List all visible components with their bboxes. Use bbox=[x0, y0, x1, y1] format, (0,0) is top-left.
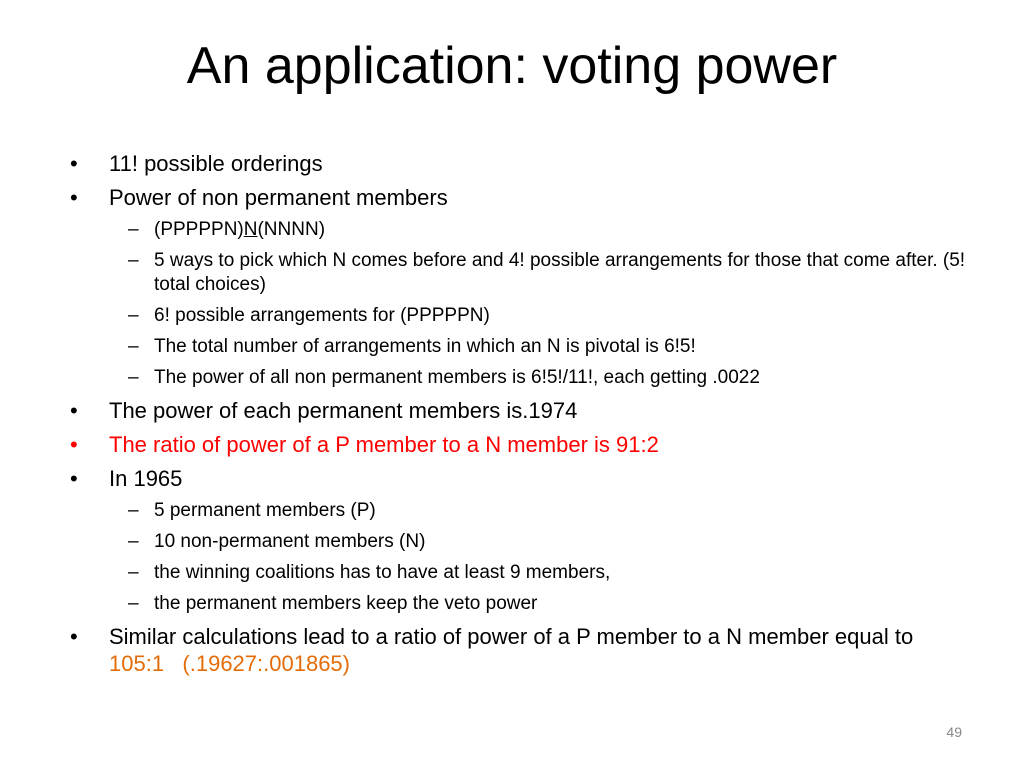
sub-bullet-ways bbox=[70, 249, 970, 297]
bullet-icon: • bbox=[70, 624, 78, 649]
sub-bullet-veto bbox=[70, 592, 970, 616]
bullet-orderings bbox=[70, 150, 970, 177]
sub-bullet-permanent-count bbox=[70, 499, 970, 523]
power-values: (.19627:.001865) bbox=[182, 651, 350, 676]
sub-bullet-coalition-size bbox=[70, 561, 970, 585]
sub-bullet-nonpermanent-count bbox=[70, 530, 970, 554]
dash-icon: – bbox=[128, 593, 139, 614]
sub-bullet-text: 10 non-permanent members (N) bbox=[154, 531, 426, 552]
bullet-text: 11! possible orderings bbox=[109, 151, 323, 176]
sub-bullet-text: the permanent members keep the veto power bbox=[154, 593, 538, 614]
page-number: 49 bbox=[946, 724, 962, 740]
sub-bullet-text: 5 ways to pick which N comes before and 4! possible arrangements for those that come after. (5! total choices) bbox=[154, 250, 966, 295]
bullet-text: In 1965 bbox=[109, 466, 183, 491]
bullet-icon: • bbox=[70, 466, 78, 491]
sub-bullet-pivotal-total bbox=[70, 335, 970, 359]
slide-body bbox=[70, 150, 970, 684]
bullet-similar-calculations bbox=[70, 623, 970, 677]
dash-icon: – bbox=[128, 500, 139, 521]
bullet-icon: • bbox=[70, 398, 78, 423]
bullet-text: The power of each permanent members is.1974 bbox=[109, 398, 578, 423]
sub-bullet-text: The total number of arrangements in which an N is pivotal is 6!5! bbox=[154, 336, 696, 357]
pattern-pivot: N bbox=[243, 219, 258, 240]
dash-icon: – bbox=[128, 250, 139, 271]
ratio-value: 105:1 bbox=[109, 651, 165, 676]
bullet-permanent-power bbox=[70, 397, 970, 424]
sub-bullet-text: The power of all non permanent members is 6!5!/11!, each getting .0022 bbox=[154, 367, 760, 388]
bullet-text: The ratio of power of a P member to a N member is 91:2 bbox=[109, 432, 659, 457]
slide-title: An application: voting power bbox=[186, 37, 838, 95]
sub-bullet-text: 5 permanent members (P) bbox=[154, 500, 376, 521]
dash-icon: – bbox=[128, 305, 139, 326]
dash-icon: – bbox=[128, 367, 139, 388]
sub-bullet-nonpermanent-share bbox=[70, 366, 970, 390]
dash-icon: – bbox=[128, 562, 139, 583]
sub-bullet-pattern bbox=[70, 218, 970, 242]
sub-bullet-text: the winning coalitions has to have at least 9 members, bbox=[154, 562, 611, 583]
sub-bullet-arrangements bbox=[70, 304, 970, 328]
bullet-text: Power of non permanent members bbox=[109, 185, 448, 210]
bullet-nonpermanent-power bbox=[70, 184, 970, 211]
pattern-prefix: (PPPPPN) bbox=[154, 219, 244, 240]
bullet-icon: • bbox=[70, 432, 78, 457]
dash-icon: – bbox=[128, 531, 139, 552]
dash-icon: – bbox=[128, 219, 139, 240]
bullet-icon: • bbox=[70, 185, 78, 210]
ratio-gap bbox=[164, 651, 182, 676]
sub-bullet-text: 6! possible arrangements for (PPPPPN) bbox=[154, 305, 490, 326]
pattern-suffix: (NNNN) bbox=[257, 219, 326, 240]
bullet-icon: • bbox=[70, 151, 78, 176]
bullet-ratio-highlight bbox=[70, 431, 970, 458]
dash-icon: – bbox=[128, 336, 139, 357]
bullet-text: Similar calculations lead to a ratio of power of a P member to a N member equal to bbox=[109, 624, 914, 649]
bullet-1965 bbox=[70, 465, 970, 492]
